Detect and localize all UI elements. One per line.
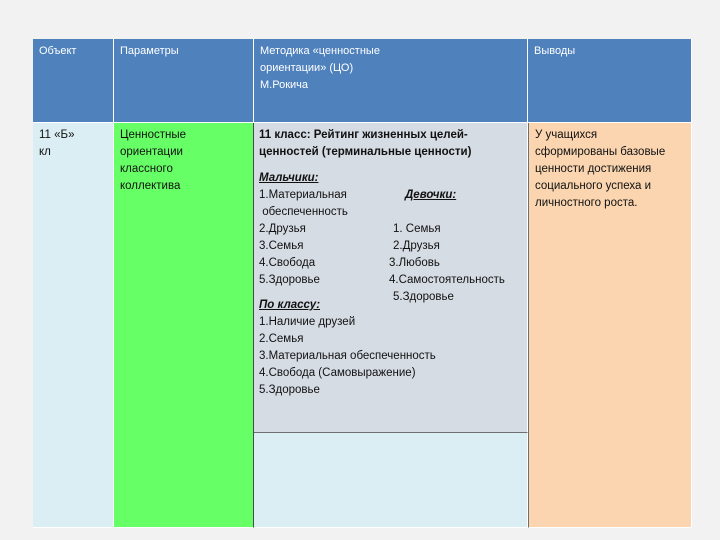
class-item: 5.Здоровье [259,384,320,396]
girls-heading: Девочки: [405,189,457,201]
boys-list [259,170,394,289]
conclusion-line: сформированы базовые [535,146,666,158]
params-line: ориентации [120,146,183,158]
boys-item: 2.Друзья [259,223,306,235]
header-params-label: Параметры [120,45,179,57]
method-title-line: 11 класс: Рейтинг жизненных целей- [259,129,468,141]
params-line: коллектива [120,180,181,192]
girls-item: 3.Любовь [389,257,440,269]
header-object [33,39,114,123]
method-title-line: ценностей (терминальные ценности) [259,146,472,158]
header-method [254,39,528,123]
girls-item: 2.Друзья [393,240,440,252]
results-table [33,39,692,528]
header-conclusions-label: Выводы [534,45,576,57]
header-method-line: Методика «ценностные [260,45,380,57]
boys-item: 5.Здоровье [259,274,320,286]
class-item: 4.Свобода (Самовыражение) [259,367,416,379]
gender-rankings [259,170,522,303]
header-object-label: Объект [39,45,77,57]
girls-item: 5.Здоровье [393,291,454,303]
method-cell [254,123,528,433]
boys-item: 3.Семья [259,240,304,252]
params-line: Ценностные [120,129,187,141]
class-item: 1.Наличие друзей [259,316,356,328]
object-line: 11 «Б» [39,129,75,141]
object-line: кл [39,146,51,158]
conclusion-line: социального успеха и [535,180,652,192]
class-heading: По классу: [259,299,321,311]
class-item: 2.Семья [259,333,304,345]
header-params [114,39,254,123]
object-cell [33,123,114,528]
params-cell [114,123,254,528]
conclusion-line: ценности достижения [535,163,652,175]
header-method-line: М.Рокича [260,79,308,91]
header-method-line: ориентации» (ЦО) [260,62,354,74]
params-line: классного [120,163,173,175]
class-item: 3.Материальная обеспеченность [259,350,436,362]
boys-item: 4.Свобода [259,257,316,269]
girls-list [389,170,529,306]
boys-heading: Мальчики: [259,172,319,184]
conclusion-line: личностного роста. [535,197,638,209]
conclusion-line: У учащихся [535,129,598,141]
header-conclusions [528,39,692,123]
girls-item: 1. Семья [393,223,441,235]
girls-item: 4.Самостоятельность [389,274,505,286]
method-empty-cell [254,433,528,528]
boys-item: 1.Материальная [259,189,347,201]
boys-item: обеспеченность [259,206,348,218]
conclusion-cell [528,123,692,528]
